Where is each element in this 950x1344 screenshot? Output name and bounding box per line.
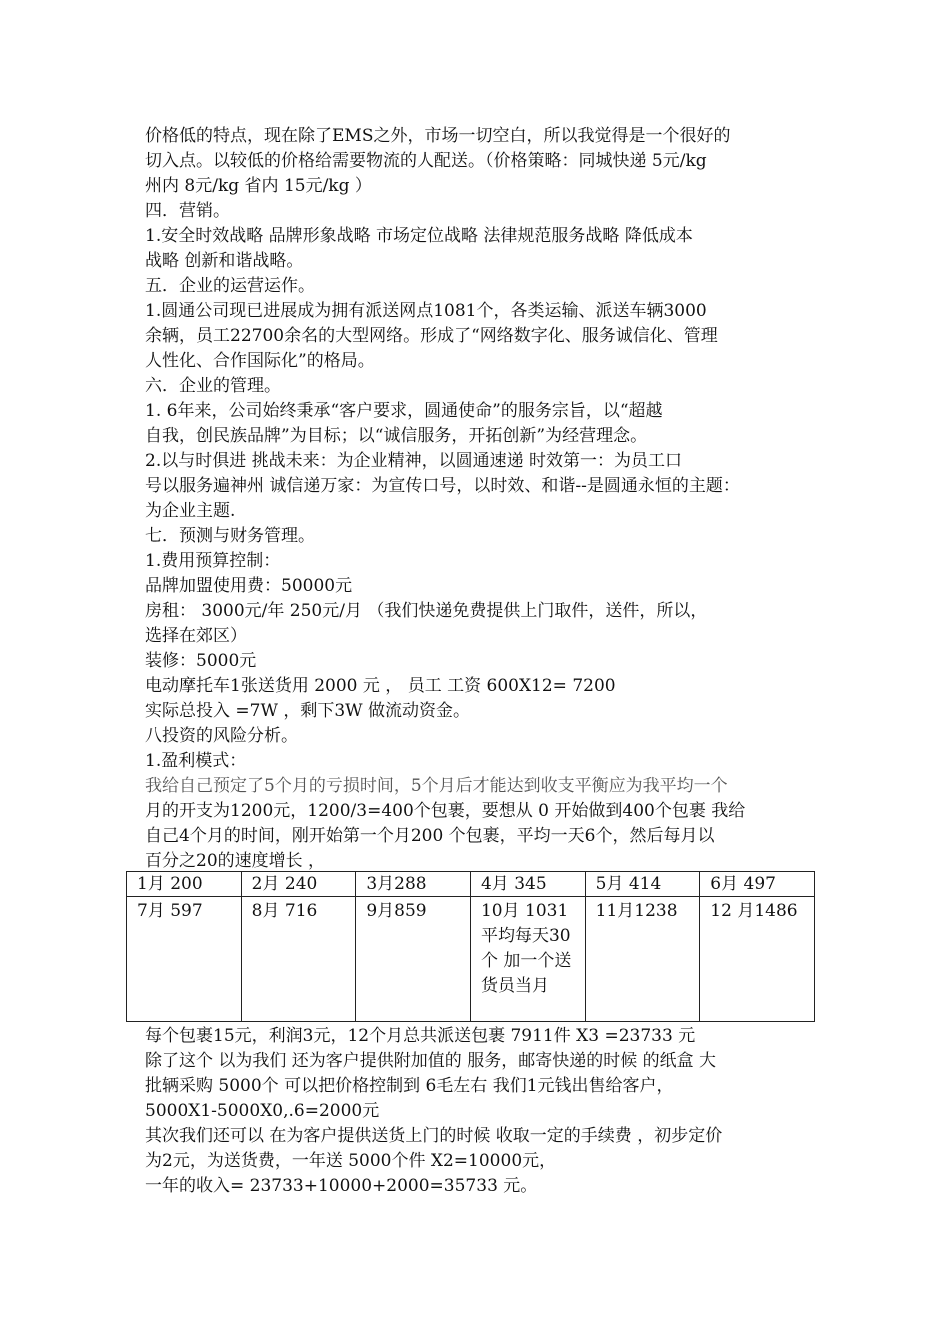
table-cell: 11月1238: [585, 897, 700, 1022]
text-line: 价格低的特点，现在除了EMS之外，市场一切空白，所以我觉得是一个很好的: [145, 126, 731, 146]
text-line: 余辆，员工22700余名的大型网络。形成了“网络数字化、服务诚信化、管理: [145, 326, 718, 346]
text-line: 每个包裹15元，利润3元，12个月总共派送包裹 7911件 X3 =23733 元: [145, 1026, 696, 1046]
text-line: 品牌加盟使用费：50000元: [145, 576, 353, 596]
text-line: 州内 8元/kg 省内 15元/kg ）: [145, 176, 372, 196]
text-line: 我给自己预定了5个月的亏损时间，5个月后才能达到收支平衡应为我平均一个: [145, 776, 728, 796]
text-line: 1.盈利模式：: [145, 751, 247, 771]
text-line: 电动摩托车1张送货用 2000 元 ， 员工 工资 600X12= 7200: [145, 676, 616, 696]
table-cell: 3月288: [356, 872, 471, 897]
text-line: 1.费用预算控制：: [145, 551, 281, 571]
table-cell: 12 月1486: [700, 897, 815, 1022]
table-cell: 1月 200: [127, 872, 242, 897]
text-line: 为企业主题.: [145, 501, 236, 521]
text-line: 2.以与时俱进 挑战未来：为企业精神，以圆通速递 时效第一：为员工口: [145, 451, 683, 471]
text-line: 实际总投入 =7W ，剩下3W 做流动资金。: [145, 701, 471, 721]
table-cell: 6月 497: [700, 872, 815, 897]
text-line: 为2元，为送货费，一年送 5000个件 X2=10000元，: [145, 1151, 557, 1171]
text-line: 装修：5000元: [145, 651, 257, 671]
table-cell-value: 10月 1031: [480, 901, 569, 921]
table-cell: 4月 345: [470, 872, 585, 897]
text-line: 选择在郊区）: [145, 626, 247, 646]
section-heading-finance: 七．预测与财务管理。: [145, 526, 315, 546]
section-heading-risk: 八投资的风险分析。: [145, 726, 298, 746]
table-cell: 7月 597: [127, 897, 242, 1022]
table-cell: 5月 414: [585, 872, 700, 897]
table-cell: [470, 897, 585, 1022]
table-cell: 8月 716: [241, 897, 356, 1022]
section-heading-management: 六．企业的管理。: [145, 376, 281, 396]
table-row: [127, 872, 815, 897]
table-cell: 2月 240: [241, 872, 356, 897]
text-line: 战略 创新和谐战略。: [145, 251, 304, 271]
text-line: 自我，创民族品牌”为目标；以“诚信服务，开拓创新”为经营理念。: [145, 426, 648, 446]
text-line: 自己4个月的时间，刚开始第一个月200 个包裹，平均一天6个，然后每月以: [145, 826, 715, 846]
text-line: 1.安全时效战略 品牌形象战略 市场定位战略 法律规范服务战略 降低成本: [145, 226, 693, 246]
section-heading-operations: 五．企业的运营运作。: [145, 276, 315, 296]
table-row: [127, 897, 815, 1022]
table-cell: 9月859: [356, 897, 471, 1022]
section-heading-marketing: 四．营销。: [145, 201, 230, 221]
text-line: 房租： 3000元/年 250元/月 （我们快递免费提供上门取件，送件，所以，: [145, 601, 708, 621]
text-line: 百分之20的速度增长 ，: [145, 851, 326, 871]
text-line: 批辆采购 5000个 可以把价格控制到 6毛左右 我们1元钱出售给客户，: [145, 1076, 674, 1096]
text-line: 切入点。以较低的价格给需要物流的人配送。（价格策略：同城快递 5元/kg: [145, 151, 707, 171]
text-line: 人性化、合作国际化”的格局。: [145, 351, 375, 371]
text-line: 其次我们还可以 在为客户提供送货上门的时候 收取一定的手续费 ，初步定价: [145, 1126, 723, 1146]
text-line: 月的开支为1200元，1200/3=400个包裹，要想从 0 开始做到400个包裹 我给: [145, 801, 746, 821]
text-line: 一年的收入= 23733+10000+2000=35733 元。: [145, 1176, 538, 1196]
text-line: 5000X1-5000X0,.6=2000元: [145, 1101, 380, 1121]
text-line: 1. 6年来，公司始终秉承“客户要求，圆通使命”的服务宗旨，以“超越: [145, 401, 663, 421]
table-cell-note: 平均每天30个 加一个送货员当月: [480, 926, 572, 996]
text-line: 除了这个 以为我们 还为客户提供附加值的 服务，邮寄快递的时候 的纸盒 大: [145, 1051, 717, 1071]
text-line: 1.圆通公司现已进展成为拥有派送网点1081个，各类运输、派送车辆3000: [145, 301, 707, 321]
monthly-parcel-table: [126, 871, 815, 1022]
text-line: 号以服务遍神州 诚信递万家：为宣传口号，以时效、和谐--是圆通永恒的主题：: [145, 476, 740, 496]
